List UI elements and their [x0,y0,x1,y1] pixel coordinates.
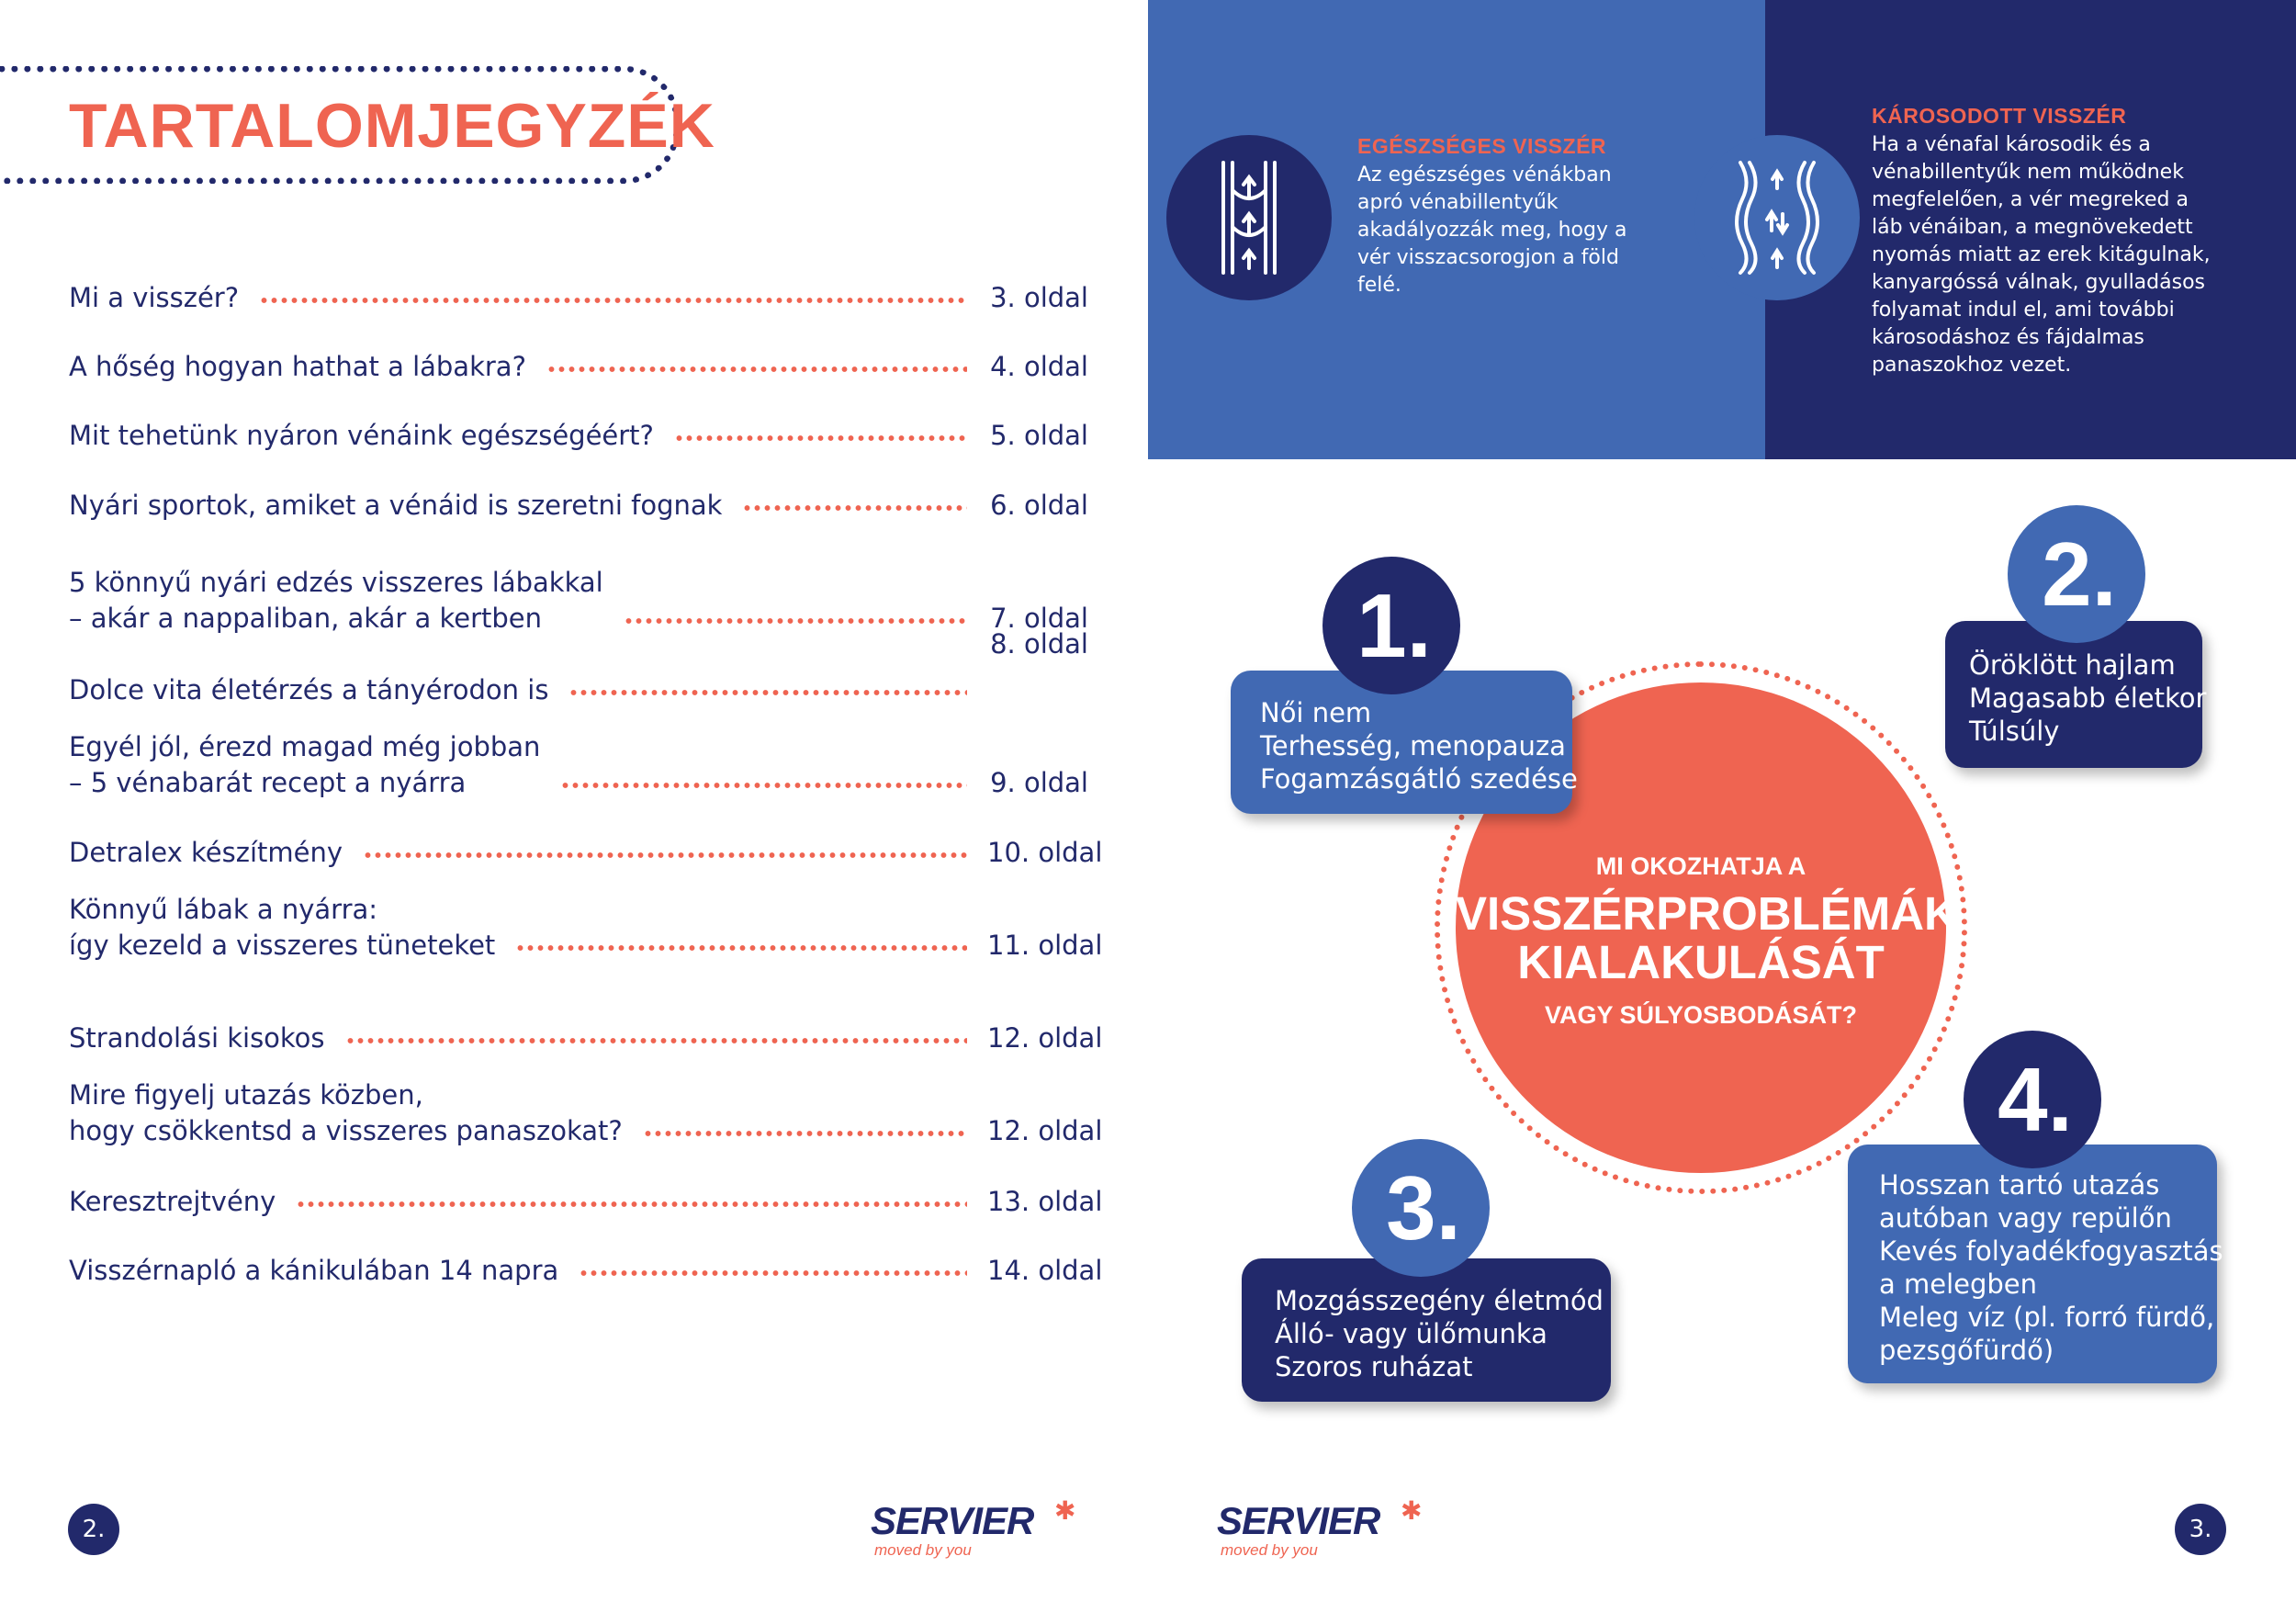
factor-item: Terhesség, menopauza [1260,730,1566,761]
toc-item-page: 5. oldal [990,420,1088,451]
factor-item: Női nem [1260,697,1372,728]
toc-item[interactable] [69,488,1088,524]
toc-leader-dots [560,781,967,790]
factor-box-2 [1945,621,2207,768]
factor-item: Magasabb életkor [1969,682,2207,714]
factor-number-2: 2. [2008,505,2145,643]
center-question-line1: MI OKOZHATJA A [1595,852,1806,880]
page-number-right: 3. [2175,1504,2226,1555]
toc-item-page: 12. oldal [987,1115,1103,1146]
factor-box-3 [1242,1258,1611,1402]
factor-item: Túlsúly [1969,716,2060,747]
factor-item: pezsgőfürdő) [1879,1335,2054,1366]
toc-item[interactable] [69,565,1088,637]
damaged-vein-heading: KÁROSODOTT VISSZÉR [1872,104,2127,128]
logo-tagline: moved by you [1221,1541,1318,1559]
healthy-vein-text: Az egészséges vénákban apró vénabillentyűk akadályozzák meg, hogy a vér visszacsorogjon a föld felé. [1357,164,1627,297]
toc-item-page: 13. oldal [987,1186,1103,1217]
factor-item: Kevés folyadékfogyasztás [1879,1235,2223,1267]
healthy-vein-heading: EGÉSZSÉGES VISSZÉR [1357,134,1607,158]
factor-item: Álló- vagy ülőmunka [1275,1318,1548,1349]
damaged-vein-icon [1694,135,1860,300]
toc-item-page: 14. oldal [987,1255,1103,1286]
factor-box-4 [1848,1145,2223,1383]
toc-item-title: A hőség hogyan hathat a lábakra? [69,351,526,382]
toc-item-title: Mi a visszér? [69,282,240,313]
toc-item-title: Mit tehetünk nyáron vénáink egészségéért? [69,420,654,451]
toc-leader-dots [296,1200,967,1209]
factor-item: Öröklött hajlam [1969,649,2176,681]
page-number-left: 2. [68,1504,119,1555]
factor-item: Fogamzásgátló szedése [1260,763,1578,795]
toc-item-page: 12. oldal [987,1022,1103,1054]
factor-item: autóban vagy repülőn [1879,1202,2172,1234]
toc-leader-dots [515,943,967,953]
toc-item-page: 4. oldal [990,351,1088,382]
toc-item-title: Mire figyelj utazás közben, hogy csökkentsd a visszeres panaszokat? [69,1079,623,1146]
toc-item-title: Detralex készítmény [69,837,343,868]
toc-leader-dots [624,616,967,626]
toc-item[interactable] [69,892,1103,964]
toc-item-page: 10. oldal [987,837,1103,868]
toc-item-title: Strandolási kisokos [69,1022,325,1054]
center-question-line2: VISSZÉRPROBLÉMÁK KIALAKULÁSÁT [1456,887,1958,988]
toc-item[interactable] [69,729,1088,801]
toc-item[interactable] [69,1077,1103,1149]
toc-item-title: 5 könnyű nyári edzés visszeres lábakkal – akár a nappaliban, akár a kertben [69,567,603,634]
logo-wordmark: SERVIER [871,1499,1034,1542]
toc-leader-dots [259,296,967,305]
logo-wordmark: SERVIER [1217,1499,1380,1542]
toc-item[interactable] [69,280,1088,316]
healthy-vein-icon [1166,135,1332,300]
factor-item: a melegben [1879,1269,2038,1300]
logo-tagline: moved by you [874,1541,972,1559]
toc-item-title: Nyári sportok, amiket a vénáid is szeretni fognak [69,490,723,521]
toc-item[interactable] [69,1253,1103,1289]
factor-item: Szoros ruházat [1275,1351,1473,1382]
toc-leader-dots [568,688,967,697]
toc-leader-dots [742,503,967,513]
toc-leader-dots [363,851,967,860]
factor-number-1: 1. [1322,557,1460,694]
toc-item[interactable] [69,835,1103,871]
toc-leader-dots [674,434,967,443]
toc-leader-dots [546,365,967,374]
toc-item-title: Könnyű lábak a nyárra: így kezeld a visszeres tüneteket [69,894,496,961]
toc-item-page: 11. oldal [987,930,1103,961]
toc-item[interactable] [69,628,1088,708]
toc-item-title: Dolce vita életérzés a tányérodon is [69,674,549,705]
toc-item-page: 3. oldal [990,282,1088,313]
factor-item: Hosszan tartó utazás [1879,1169,2160,1201]
toc-item-page: 6. oldal [990,490,1088,521]
factor-number-3: 3. [1352,1139,1490,1277]
factor-item: Mozgásszegény életmód [1275,1285,1604,1316]
toc-leader-dots [643,1129,967,1138]
toc-item[interactable] [69,1021,1103,1056]
center-question-line3: VAGY SÚLYOSBODÁSÁT? [1544,1001,1858,1029]
servier-logo-left [871,1496,1091,1563]
toc-item-page: 7. oldal [990,603,1088,634]
toc-item[interactable] [69,418,1088,454]
factor-number-4: 4. [1964,1031,2101,1168]
toc-leader-dots [345,1036,967,1045]
toc-item[interactable] [69,1184,1103,1220]
toc-item[interactable] [69,349,1088,385]
toc-item-page: 8. oldal [990,628,1088,660]
toc-item-title: Visszérnapló a kánikulában 14 napra [69,1255,559,1286]
toc-item-page: 9. oldal [990,767,1088,798]
factor-item: Meleg víz (pl. forró fürdő, [1879,1302,2215,1333]
damaged-vein-text: Ha a vénafal károsodik és a vénabillentyűk nem működnek megfelelően, a vér megreked a láb vénáiban, a megnövekedett nyomás miatt az erek kitágulnak, kanyargóssá válnak, gyulladásos folyamat indul el, ami további károsodáshoz és fájdalmas panaszokhoz vezet. [1872,133,2211,377]
servier-logo-right [1217,1496,1437,1563]
page-title: TARTALOMJEGYZÉK [69,91,715,161]
toc-item-title: Keresztrejtvény [69,1186,276,1217]
star-icon: ✱ [1401,1496,1423,1525]
toc-leader-dots [579,1269,967,1278]
toc-item-title: Egyél jól, érezd magad még jobban – 5 vénabarát recept a nyárra [69,731,541,798]
star-icon: ✱ [1054,1496,1076,1525]
